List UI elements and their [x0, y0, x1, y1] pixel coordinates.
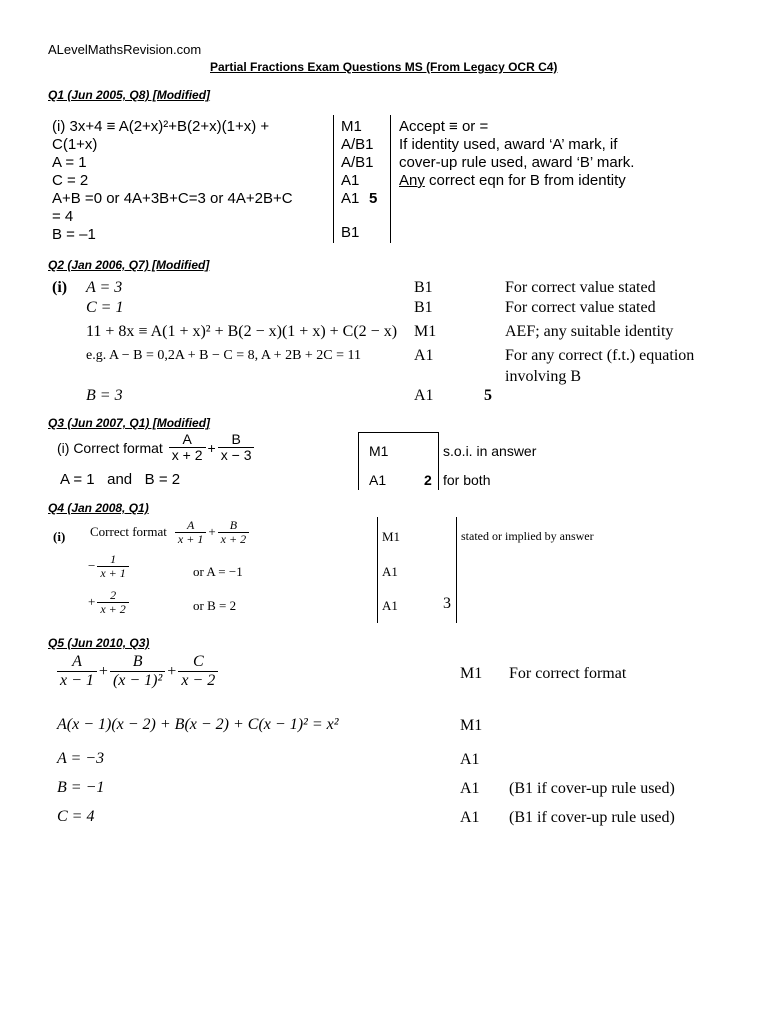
q4-fraction-term-a — [97, 553, 128, 580]
fraction-numerator: B — [231, 431, 241, 447]
q1-mark: A/B1 — [341, 154, 374, 171]
fraction-numerator: B — [229, 518, 238, 532]
q1-guidance: If identity used, award ‘A’ mark, if — [399, 136, 618, 153]
q3-format-line — [57, 432, 256, 463]
q4-guidance: stated or implied by answer — [461, 529, 594, 543]
plus-sign: + — [98, 662, 108, 680]
q5-guidance: (B1 if cover-up rule used) — [509, 809, 675, 826]
plus-sign: + — [208, 524, 216, 540]
q2-guidance: involving B — [505, 368, 582, 385]
site-name: ALevelMathsRevision.com — [48, 42, 202, 57]
q4-alt-answer: or A = −1 — [193, 564, 243, 579]
fraction-denominator: x + 1 — [175, 532, 206, 546]
q5-guidance: For correct format — [509, 665, 627, 682]
q3-mark: A1 — [369, 472, 387, 488]
q4-format-line — [90, 519, 251, 546]
fraction-denominator: x − 2 — [178, 671, 218, 690]
q5-answer-line: C = 4 — [57, 808, 95, 825]
q5-fraction-c — [178, 654, 218, 689]
document-title: Partial Fractions Exam Questions MS (From Legacy OCR C4) — [210, 60, 558, 74]
q1-total: 5 — [369, 190, 378, 207]
q1-mark: B1 — [341, 224, 360, 241]
q2-mark: M1 — [414, 323, 437, 340]
q2-mark: A1 — [414, 387, 434, 404]
q5-mark: A1 — [460, 751, 480, 768]
q4-part-label: (i) — [53, 529, 66, 544]
q5-answer-line: B = −1 — [57, 779, 105, 796]
q3-answer-line: A = 1 and B = 2 — [60, 471, 181, 488]
q3-column-divider — [358, 432, 359, 490]
plus-sign: + — [88, 594, 96, 610]
plus-sign: + — [207, 439, 216, 456]
q4-mark: A1 — [382, 598, 398, 613]
fraction-numerator: 2 — [110, 588, 117, 602]
q3-guidance: s.o.i. in answer — [443, 443, 537, 459]
fraction-denominator: x + 1 — [97, 566, 128, 580]
q1-working-line: C = 2 — [52, 172, 89, 189]
q5-identity-line: A(x − 1)(x − 2) + B(x − 2) + C(x − 1)² = x² — [57, 716, 339, 733]
fraction-denominator: (x − 1)² — [110, 671, 165, 690]
fraction-numerator: C — [192, 653, 204, 670]
q1-guidance: cover-up rule used, award ‘B’ mark. — [399, 154, 635, 171]
q4-mark: A1 — [382, 564, 398, 579]
q1-mark: A1 — [341, 190, 360, 207]
q4-fraction-a — [175, 519, 206, 546]
q1-mark: A/B1 — [341, 136, 374, 153]
fraction-numerator: A — [186, 518, 195, 532]
q3-mark: M1 — [369, 443, 389, 459]
q5-fraction-b — [110, 654, 165, 689]
q1-guidance-underlined: Any — [399, 172, 425, 189]
q1-working-line: C(1+x) — [52, 136, 98, 153]
q4-fraction-b — [218, 519, 249, 546]
q1-working-line: (i) 3x+4 ≡ A(2+x)²+B(2+x)(1+x) + — [52, 118, 270, 135]
q4-term-a — [88, 553, 131, 580]
q5-answer-line: A = −3 — [57, 750, 105, 767]
q4-format-label: Correct format — [90, 524, 167, 540]
minus-sign: − — [88, 558, 96, 574]
fraction-denominator: x − 3 — [218, 447, 255, 463]
q2-working-line: e.g. A − B = 0,2A + B − C = 8, A + 2B + 2C = 11 — [86, 348, 362, 363]
q2-guidance: For correct value stated — [505, 299, 656, 316]
q2-heading: Q2 (Jan 2006, Q7) [Modified] — [48, 258, 210, 272]
fraction-numerator: A — [72, 653, 82, 670]
q4-heading: Q4 (Jan 2008, Q1) — [48, 501, 149, 515]
q3-format-label: (i) Correct format — [57, 439, 163, 456]
fraction-numerator: B — [132, 653, 143, 670]
q1-working-line: = 4 — [52, 208, 74, 225]
fraction-numerator: A — [182, 431, 192, 447]
q3-fraction-b — [218, 432, 255, 463]
fraction-numerator: 1 — [110, 552, 117, 566]
q1-column-divider — [333, 115, 334, 243]
q1-mark: M1 — [341, 118, 362, 135]
q2-mark: B1 — [414, 299, 433, 316]
q2-guidance: For any correct (f.t.) equation — [505, 347, 695, 364]
q2-part-label: (i) — [52, 279, 68, 296]
plus-sign: + — [167, 662, 177, 680]
q5-heading: Q5 (Jun 2010, Q3) — [48, 636, 150, 650]
q5-mark: M1 — [460, 717, 483, 734]
q2-working-line: B = 3 — [86, 387, 123, 404]
q5-format-line — [55, 654, 220, 689]
q4-column-divider — [456, 517, 457, 623]
q3-table-border — [358, 432, 438, 433]
q2-guidance: For correct value stated — [505, 279, 656, 296]
q1-guidance-text: correct eqn for B from identity — [424, 172, 626, 189]
q2-mark: A1 — [414, 347, 434, 364]
q3-column-divider — [438, 432, 439, 490]
q5-guidance: (B1 if cover-up rule used) — [509, 780, 675, 797]
q4-total: 3 — [443, 595, 451, 612]
q4-mark: M1 — [382, 529, 401, 544]
q4-fraction-term-b — [97, 589, 128, 616]
q5-mark: A1 — [460, 780, 480, 797]
q5-fraction-a — [57, 654, 97, 689]
q4-term-b — [88, 589, 131, 616]
fraction-denominator: x + 2 — [169, 447, 206, 463]
q5-mark: M1 — [460, 665, 483, 682]
q2-guidance: AEF; any suitable identity — [505, 323, 674, 340]
q1-working-line: A = 1 — [52, 154, 87, 171]
q1-column-divider — [390, 115, 391, 243]
q2-working-line: A = 3 — [86, 279, 123, 296]
q4-alt-answer: or B = 2 — [193, 598, 237, 613]
q2-working-line: 11 + 8x ≡ A(1 + x)² + B(2 − x)(1 + x) + C(2 − x) — [86, 323, 398, 340]
q3-fraction-a — [169, 432, 206, 463]
q3-heading: Q3 (Jun 2007, Q1) [Modified] — [48, 416, 211, 430]
q1-mark: A1 — [341, 172, 360, 189]
q5-mark: A1 — [460, 809, 480, 826]
q2-total: 5 — [484, 387, 492, 404]
q2-mark: B1 — [414, 279, 433, 296]
q1-working-line: B = –1 — [52, 226, 96, 243]
q3-guidance: for both — [443, 472, 491, 488]
fraction-denominator: x − 1 — [57, 671, 97, 690]
q1-heading: Q1 (Jun 2005, Q8) [Modified] — [48, 88, 211, 102]
fraction-denominator: x + 2 — [218, 532, 249, 546]
q4-column-divider — [377, 517, 378, 623]
fraction-denominator: x + 2 — [97, 602, 128, 616]
q1-working-line: A+B =0 or 4A+3B+C=3 or 4A+2B+C — [52, 190, 293, 207]
q1-guidance — [399, 172, 626, 190]
q1-guidance: Accept ≡ or = — [399, 118, 489, 135]
q3-total: 2 — [424, 472, 432, 488]
q2-working-line: C = 1 — [86, 299, 124, 316]
